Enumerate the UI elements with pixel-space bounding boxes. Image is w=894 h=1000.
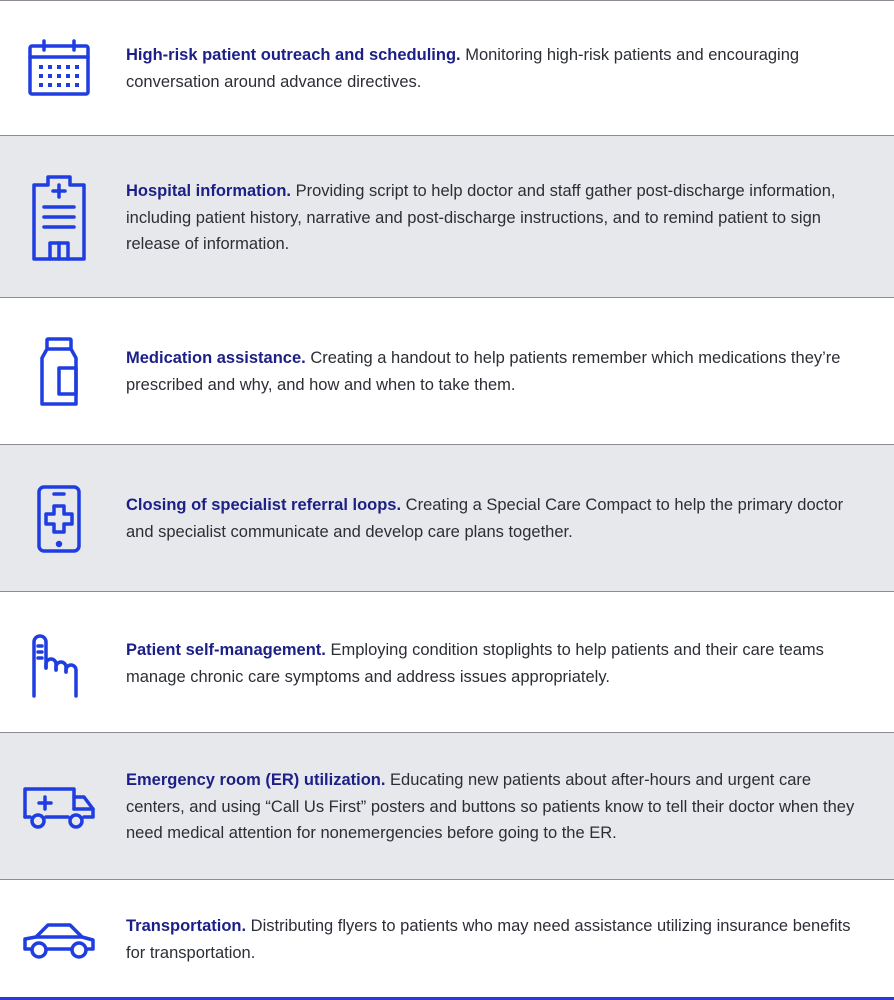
pointing-hand-icon <box>22 628 96 702</box>
item-text <box>126 637 870 690</box>
item-body: Providing script to help doctor and staff gather post-discharge information, including patient history, narrative and post-discharge instructions, and to remind patient to sign release of information. <box>126 182 836 253</box>
list-item <box>0 879 894 1000</box>
list-item <box>0 591 894 732</box>
list-item <box>0 444 894 591</box>
car-icon <box>22 902 96 976</box>
item-body: Educating new patients about after-hours and urgent care centers, and using “Call Us First” posters and buttons so patients know to tell their doctor when they need medical attention for nonemergencies before going to the ER. <box>126 771 855 842</box>
item-text <box>126 345 870 398</box>
item-body: Creating a handout to help patients remember which medications they’re prescribed and why, and how and when to take them. <box>126 349 841 394</box>
hospital-building-icon <box>22 176 96 260</box>
item-title: High-risk patient outreach and scheduling. <box>126 46 461 64</box>
item-text <box>126 42 870 95</box>
item-title: Emergency room (ER) utilization. <box>126 771 386 789</box>
item-body: Creating a Special Care Compact to help the primary doctor and specialist communicate and develop care plans together. <box>126 496 844 541</box>
item-text <box>126 913 870 966</box>
item-text <box>126 492 870 545</box>
list-item <box>0 297 894 444</box>
item-title: Patient self-management. <box>126 641 326 659</box>
item-title: Closing of specialist referral loops. <box>126 496 402 514</box>
mobile-medical-icon <box>22 482 96 556</box>
list-item <box>0 135 894 297</box>
item-body: Monitoring high-risk patients and encouraging conversation around advance directives. <box>126 46 800 91</box>
item-body: Employing condition stoplights to help patients and their care teams manage chronic care symptoms and address issues appropriately. <box>126 641 824 686</box>
item-text <box>126 767 870 847</box>
ambulance-icon <box>22 769 96 843</box>
item-title: Hospital information. <box>126 182 291 200</box>
item-title: Medication assistance. <box>126 349 306 367</box>
list-item <box>0 732 894 879</box>
calendar-icon <box>22 31 96 105</box>
item-title: Transportation. <box>126 917 247 935</box>
list-item <box>0 0 894 135</box>
item-body: Distributing flyers to patients who may need assistance utilizing insurance benefits for transportation. <box>126 917 851 962</box>
medicine-bottle-icon <box>22 335 96 409</box>
item-text <box>126 178 870 258</box>
